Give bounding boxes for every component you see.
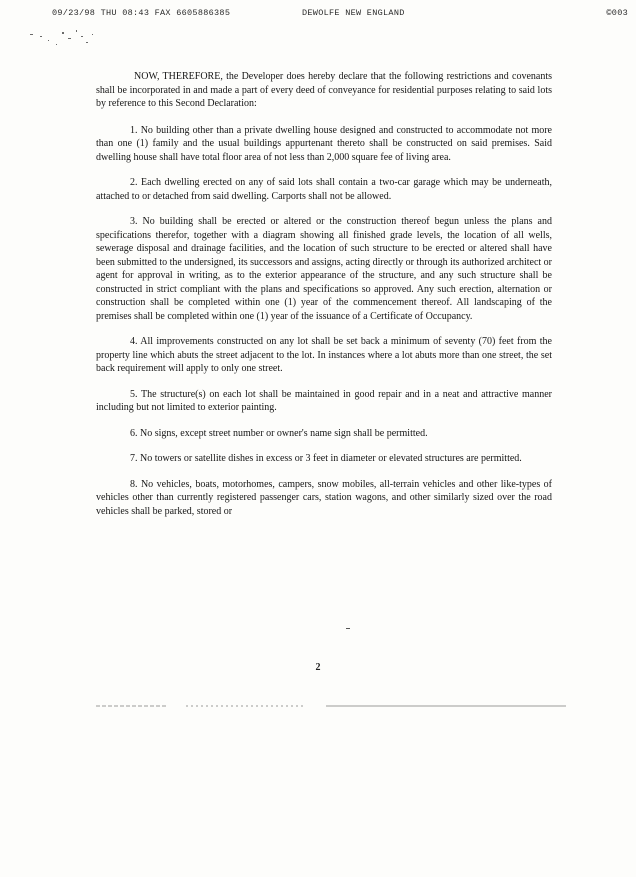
fax-page-indicator: ©003 xyxy=(606,8,628,18)
fax-sender: DEWOLFE NEW ENGLAND xyxy=(302,8,405,18)
paragraph-restriction-4: 4. All improvements constructed on any lot shall be set back a minimum of seventy (70) feet from the property line which abuts the street adjacent to the lot. In instances where a lot abuts more than one street, the set back requirement will apply to only one street. xyxy=(96,336,552,374)
document-body xyxy=(96,70,552,530)
paragraph-restriction-3: 3. No building shall be erected or altered or the construction thereof begun unless the plans and specifications therefor, together with a diagram showing all finished grade levels, the location of all wells, sewerage disposal and drainage facilities, and the location of such structure to be erected or altered shall have been submitted to the undersigned, its successors and assigns, acting directly or through its authorized architect or agent for approval in writing, as to the exterior appearance of the structure, and any such structure shall be constructed in strict compliant with the plans and specifications so approved. Any such erection, alternation or construction shall be completed within one (1) year of the commencement thereof. All landscaping of the premises shall be completed within one (1) year of the issuance of a Certificate of Occupancy. xyxy=(96,216,552,322)
scan-speckles xyxy=(20,24,130,60)
paragraph-preamble: NOW, THEREFORE, the Developer does hereby declare that the following restrictions and covenants shall be incorporated in and made a part of every deed of conveyance for residential purposes relating to said lots by reference to this Second Declaration: xyxy=(96,71,552,109)
page-number: 2 xyxy=(315,662,321,673)
paragraph-restriction-2: 2. Each dwelling erected on any of said lots shall contain a two-car garage which may be underneath, attached to or detached from said dwelling. Carports shall not be allowed. xyxy=(96,177,552,202)
fax-transmission-header xyxy=(52,8,628,22)
paragraph-restriction-5: 5. The structure(s) on each lot shall be maintained in good repair and in a neat and attractive manner including but not limited to exterior painting. xyxy=(96,388,552,413)
fax-datetime: 09/23/98 THU 08:43 FAX 6605886385 xyxy=(52,8,231,18)
footer-scan-rule xyxy=(96,704,566,708)
paragraph-restriction-1: 1. No building other than a private dwelling house designed and constructed to accommodate not more than one (1) family and the usual buildings appurtenant thereto shall be constructed on said premises. Said dwelling house shall have total floor area of not less than 2,000 square fee of living area. xyxy=(96,124,552,163)
scan-mark xyxy=(346,628,350,629)
paragraph-restriction-8: 8. No vehicles, boats, motorhomes, campers, snow mobiles, all-terrain vehicles and other like-types of vehicles other than currently registered passenger cars, station wagons, and other similarly sized over the road vehicles shall be parked, stored or xyxy=(96,478,552,517)
paragraph-restriction-7: 7. No towers or satellite dishes in excess or 3 feet in diameter or elevated structures are permitted. xyxy=(130,453,522,464)
paragraph-restriction-6: 6. No signs, except street number or owner's name sign shall be permitted. xyxy=(130,427,428,439)
